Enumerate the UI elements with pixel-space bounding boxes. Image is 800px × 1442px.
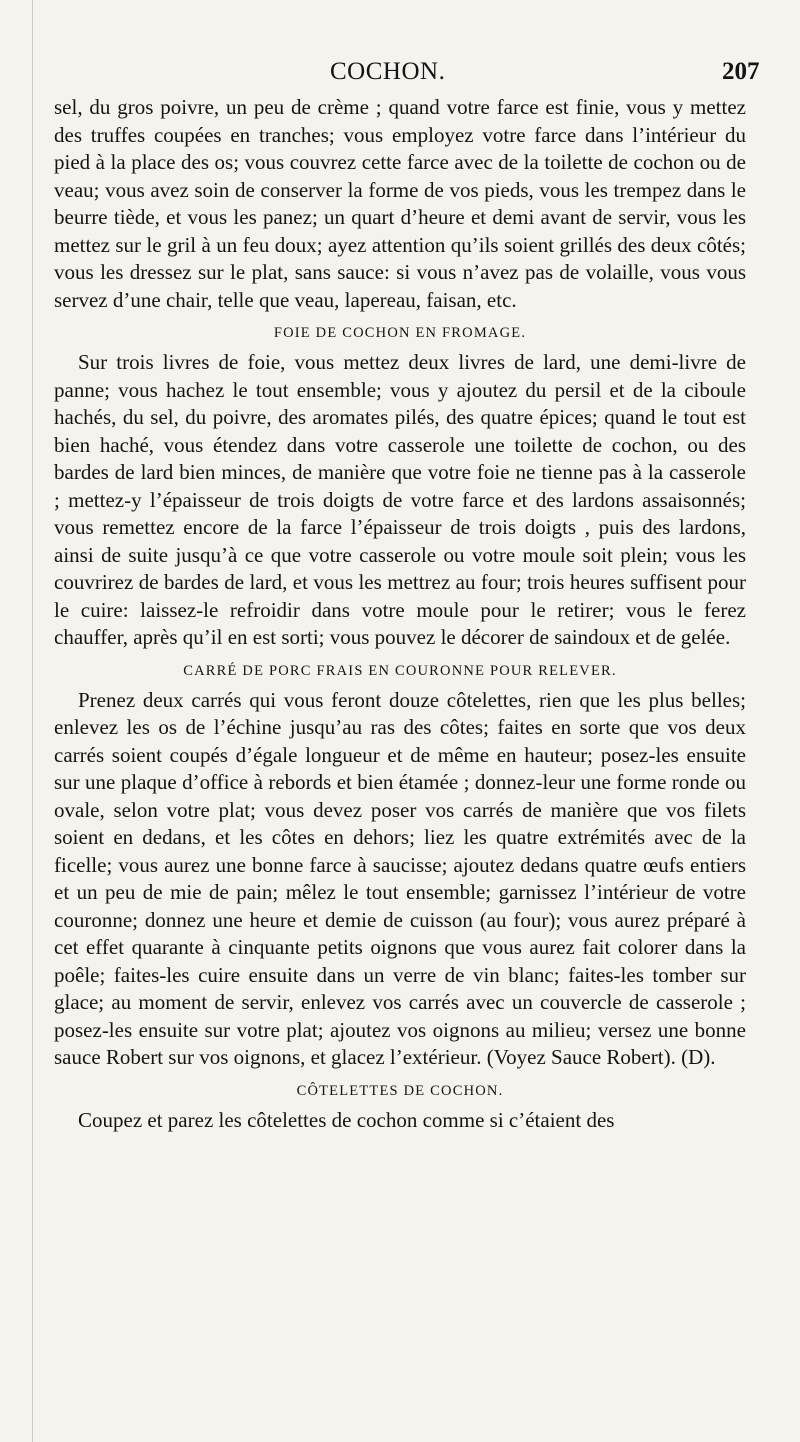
page-gutter-edge (32, 0, 33, 1442)
section-heading-foie-de-cochon: FOIE DE COCHON EN FROMAGE. (273, 325, 527, 341)
recipe-paragraph-carre-de-porc: Prenez deux carrés qui vous feront douze côtelettes, rien que les plus belles; enlevez les os de l’échine jusqu’au ras des côtes; faites en sorte que vos deux carrés soient coupés d’égale longueur et de même en hauteur; posez-les ensuite sur une plaque d’office à rebords et bien étamée ; donnez-leur une forme ronde ou ovale, selon votre plat; vous devez poser vos carrés de manière que vos filets soient en dedans, et les côtes en dehors; liez les quatre extrémités avec de la ficelle; vous aurez une bonne farce à saucisse; ajoutez dedans quatre œufs entiers et un peu de mie de pain; mêlez le tout ensemble; garnissez l’intérieur de votre couronne; donnez une heure et demie de cuisson (au four); vous aurez préparé à cet effet quarante à cinquante petits oignons que vous aurez fait colorer dans la poêle; faites-les cuire ensuite dans un verre de vin blanc; faites-les tomber sur glace; au moment de servir, enlevez vos carrés avec un couvercle de casserole ; posez-les ensuite sur votre plat; ajoutez vos oignons au milieu; versez une bonne sauce Robert sur vos oignons, et glacez l’extérieur. (Voyez Sauce Robert). (D). (54, 687, 746, 1069)
page-header (0, 58, 800, 88)
section-heading-cotelettes: CÔTELETTES DE COCHON. (296, 1082, 504, 1099)
continued-paragraph: sel, du gros poivre, un peu de crème ; quand votre farce est finie, vous y mettez des truffes coupées en tranches; vous employez votre farce dans l’intérieur du pied à la place des os; vous couvrez cette farce avec de la toilette de cochon ou de veau; vous avez soin de conserver la forme de vos pieds, vous les trempez dans le beurre tiède, et vous les panez; un quart d’heure et demi avant de servir, vous les mettez sur le gril à un feu doux; ayez attention qu’ils soient grillés des deux côtés; vous les dressez sur le plat, sans sauce: si vous n’avez pas de volaille, vous vous servez d’une chair, telle que veau, lapereau, faisan, etc. (54, 95, 746, 312)
page-body (54, 94, 746, 1134)
recipe-paragraph-foie-de-cochon: Sur trois livres de foie, vous mettez deux livres de lard, une demi-livre de panne; vous hachez le tout ensemble; vous y ajoutez du persil et de la ciboule hachés, du sel, du poivre, des aromates pilés, des quatre épices; quand le tout est bien haché, vous étendez dans votre casserole une toilette de cochon, ou des bardes de lard bien minces, de manière que votre foie ne tienne pas à la casserole ; mettez-y l’épaisseur de trois doigts de votre farce et des lardons assaisonnés; vous remettez encore de la farce l’épaisseur de trois doigts , puis des lardons, ainsi de suite jusqu’à ce que votre casserole ou votre moule soit plein; vous les couvrirez de bardes de lard, et vous les mettrez au four; trois heures suffisent pour le cuire: laissez-le refroidir dans votre moule pour le retirer; vous le ferez chauffer, après qu’il en est sorti; vous pouvez le décorer de saindoux et de gelée. (54, 350, 746, 649)
section-heading-carre-de-porc: CARRÉ DE PORC FRAIS EN COURONNE POUR RELEVER. (183, 662, 617, 679)
running-title: COCHON. (330, 58, 446, 85)
recipe-paragraph-cotelettes: Coupez et parez les côtelettes de cochon comme si c’étaient des (78, 1107, 615, 1132)
page-number: 207 (722, 58, 760, 85)
